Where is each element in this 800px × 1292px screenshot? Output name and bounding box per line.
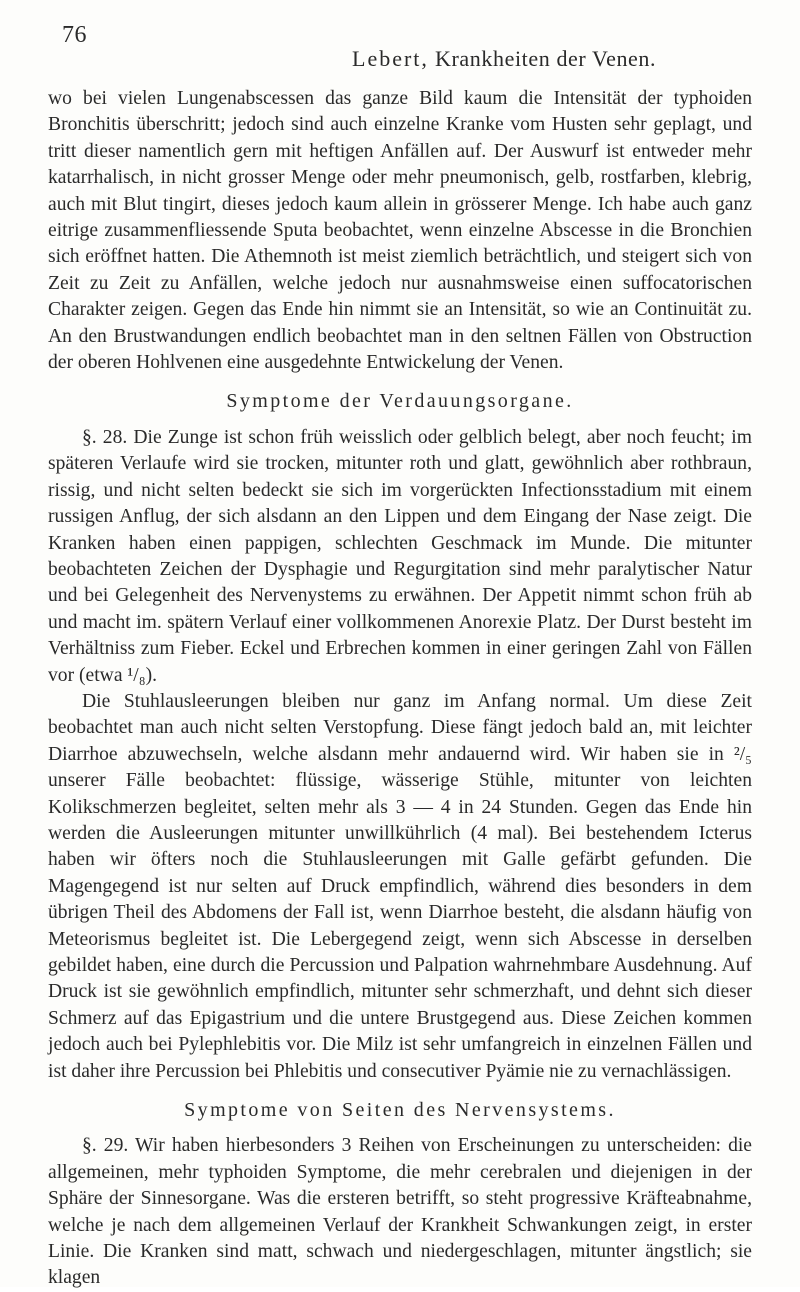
section-number-28: §. 28. — [82, 426, 128, 448]
section-heading-digestion: Symptome der Verdauungsorgane. — [226, 390, 574, 413]
paragraph-stool: Die Stuhlausleerungen bleiben nur ganz im Anfang normal. Um diese Zeit beobachtet man auch nicht selten Verstopfung. Diese fängt jedoch bald an, mit leichter Diarrhoe abzuwechseln, welche alsdann mehr andauernd wird. Wir haben sie in ²/₅ unserer Fälle beobachtet: flüssige, wässerige Stühle, mitunter von leichten Kolikschmerzen begleitet, selten mehr als 3 — 4 in 24 Stunden. Gegen das Ende hin werden die Ausleerungen mitunter unwillkührlich (4 mal). Bei bestehendem Icterus haben wir öfters noch die Stuhlausleerungen mit Galle gefärbt gefunden. Die Magengegend ist nur selten auf Druck empfindlich, während dies besonders in dem übrigen Theil des Abdomens der Fall ist, wenn Diarrhoe besteht, die alsdann häufig von Meteorismus begleitet ist. Die Lebergegend zeigt, wenn sich Abscesse in derselben gebildet haben, eine durch die Percussion und Palpation wahrnehmbare Ausdehnung. Auf Druck ist sie gewöhnlich empfindlich, mitunter sehr schmerzhaft, und dehnt sich dieser Schmerz auf das Epigastrium und die untere Brustgegend aus. Diese Zeichen kommen jedoch auch bei Pylephlebitis vor. Die Milz ist sehr umfangreich in einzelnen Fällen und ist daher ihre Percussion bei Phlebitis und consecutiver Pyämie nie zu vernachlässigen. — [48, 690, 752, 1082]
paragraph-29-text: Wir haben hierbesonders 3 Reihen von Erscheinungen zu unterscheiden: die allgemeinen, mehr typhoiden Symptome, die mehr cerebralen und diejenigen in der Sphäre der Sinnesorgane. Was die ersteren betrifft, so steht progressive Kräfteabnahme, welche je nach dem allgemeinen Verlauf der Krankheit Schwankungen zeigt, in erster Linie. Die Kranken sind matt, schwach und niedergeschlagen, mitunter ängstlich; sie klagen — [48, 1135, 753, 1289]
page-number: 76 — [62, 22, 87, 48]
section-number-29: §. 29. — [82, 1135, 129, 1157]
paragraph-28-text: Die Zunge ist schon früh weisslich oder gelblich belegt, aber noch feucht; im späteren Verlaufe wird sie trocken, mitunter roth und glatt, gewöhnlich aber rothbraun, rissig, und nicht selten bedeckt sie sich im vorgerückten Infectionsstadium mit einem russigen Anflug, der sich alsdann an den Lippen und dem Eingang der Nase zeigt. Die Kranken haben einen pappigen, schlechten Geschmack im Munde. Die mitunter beobachteten Zeichen der Dysphagie und Regurgitation sind mehr paralytischer Natur und bei Gelegenheit des Nervenystems zu erwähnen. Der Appetit nimmt schon früh ab und macht im. spätern Verlauf einer vollkommenen Anorexie Platz. Der Durst besteht im Verhältniss zum Fieber. Eckel und Erbrechen kommen in einer geringen Zahl von Fällen vor (etwa ¹/₈). — [48, 426, 752, 686]
body-text — [48, 86, 752, 1292]
paragraph-29 — [48, 1133, 752, 1291]
running-head-author: Lebert, — [352, 46, 429, 71]
paragraph-continuation: wo bei vielen Lungenabscessen das ganze Bild kaum die Intensität der typhoiden Bronchitis überschritt; jedoch sind auch einzelne Kranke vom Husten sehr geplagt, und tritt dieser namentlich gern mit heftigen Anfällen auf. Der Auswurf ist entweder mehr katarrhalisch, in nicht grosser Menge oder mehr pneumonisch, gelb, rostfarben, klebrig, auch mit Blut tingirt, dieses jedoch kaum allein in grösserer Menge. Ich habe auch ganz eitrige zusammenfliessende Sputa beobachtet, wenn einzelne Abscesse in die Bronchien sich eröffnet hatten. Die Athemnoth ist meist ziemlich beträchtlich, und steigert sich von Zeit zu Zeit zu Anfällen, welche jedoch nur ausnahmsweise einen suffocatorischen Charakter zeigen. Gegen das Ende hin nimmt sie an Intensität, so wie an Continuität zu. An den Brustwandungen endlich beobachtet man in den seltnen Fällen von Obstruction der oberen Hohlvenen eine ausgedehnte Entwickelung der Venen. — [48, 88, 752, 374]
page-header — [62, 22, 760, 71]
paragraph-28 — [48, 425, 752, 689]
running-head-title: Krankheiten der Venen. — [435, 46, 657, 71]
section-heading-nervous-system: Symptome von Seiten des Nervensystems. — [184, 1099, 616, 1122]
running-head — [352, 46, 656, 72]
